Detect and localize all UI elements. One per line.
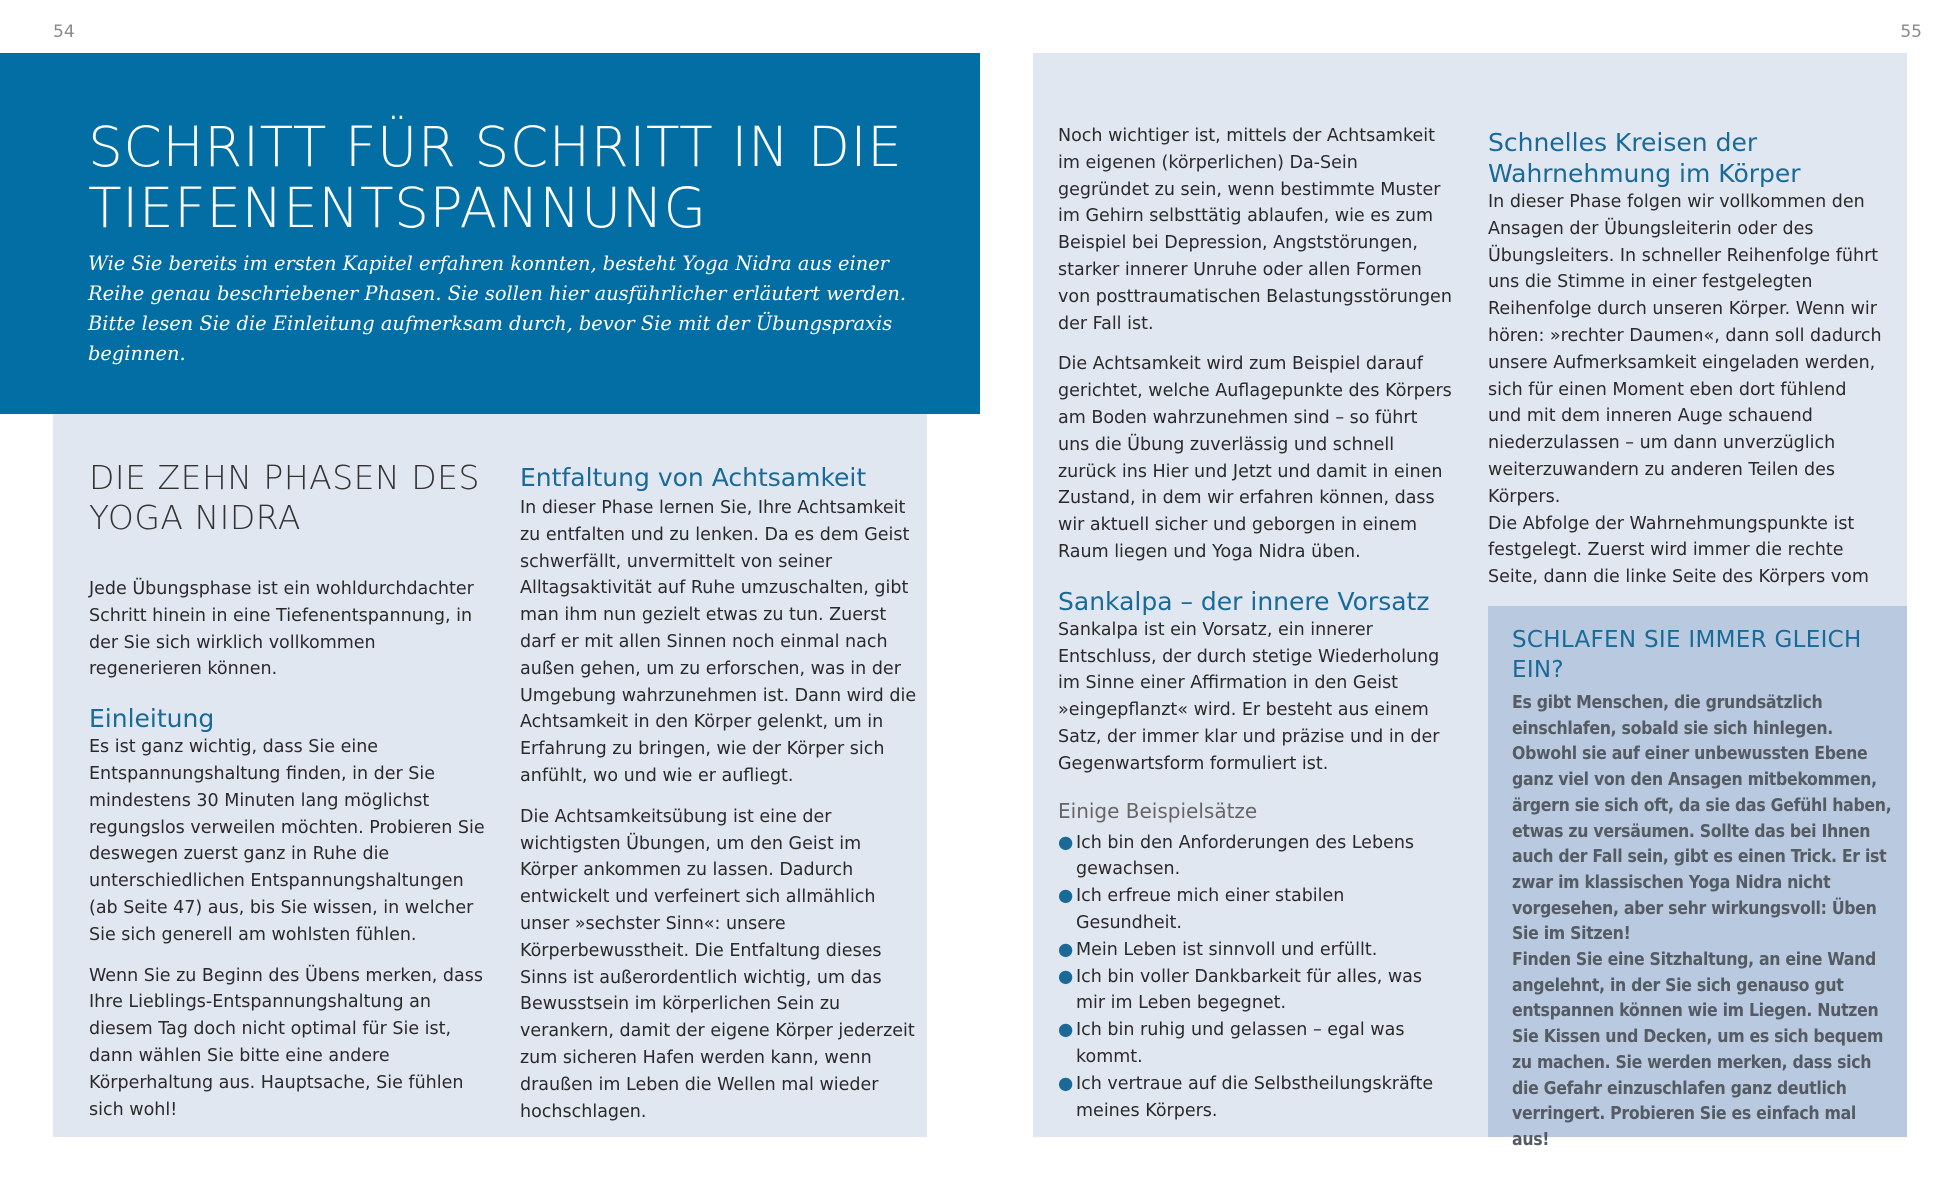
chapter-title (88, 117, 958, 239)
subheading-sankalpa: Sankalpa – der innere Vorsatz (1058, 586, 1430, 616)
tip-sidebar (1512, 625, 1892, 1154)
chapter-title-line1: SCHRITT FÜR SCHRITT IN DIE (88, 115, 903, 179)
examples-list (1058, 830, 1453, 1125)
chapter-title-line2: TIEFENENTSPANNUNG (88, 176, 707, 240)
list-item: ● Mein Leben ist sinnvoll und erfüllt. (1058, 937, 1453, 964)
right-column-2 (1488, 123, 1883, 591)
subheading-einleitung: Einleitung (89, 704, 215, 734)
page-number-left: 54 (53, 22, 75, 42)
section-heading-phases: DIE ZEHN PHASEN DES YOGA NIDRA (89, 458, 480, 537)
kreisen-paragraph: In dieser Phase folgen wir vollkommen den Ansagen der Übungsleiterin oder des Übungsleiters. In schneller Reihenfolge führt uns die Stimme in einer festgelegten Reihenfolge durch unseren Körper. Wenn wir hören: »rechter Daumen«, dann soll dadurch unsere Aufmerksamkeit eingeladen werden, sich für einen Moment eben dort fühlend und mit dem inneren Auge schauend niederzulassen – um dann unverzüglich weiterzuwandern zu anderen Teilen des Körpers. Die Abfolge der Wahrnehmungspunkte ist festgelegt. Zuerst wird immer die rechte Seite, dann die linke Seite des Körpers vom (1488, 192, 1882, 588)
left-column-1 (89, 458, 489, 1123)
phases-intro: Jede Übungsphase ist ein wohldurchdachter Schritt hinein in eine Tiefenentspannung, in der Sie sich wirklich vollkommen regenerieren können. (89, 579, 474, 680)
list-item: ● Ich bin voller Dankbarkeit für alles, was mir im Leben begegnet. (1058, 964, 1453, 1018)
chapter-intro: Wie Sie bereits im ersten Kapitel erfahren konnten, besteht Yoga Nidra aus einer Reihe genau beschriebener Phasen. Sie sollen hier ausführlicher erläutert werden. Bitte lesen Sie die Einleitung aufmerksam durch, bevor Sie mit der Übungspraxis beginnen. (88, 252, 907, 365)
list-item: ● Ich bin den Anforderungen des Lebens gewachsen. (1058, 830, 1453, 884)
left-column-2 (520, 458, 920, 1125)
page-number-right: 55 (1900, 22, 1922, 42)
bullet-icon: ● (1058, 832, 1074, 853)
list-item: ● Ich erfreue mich einer stabilen Gesundheit. (1058, 883, 1453, 937)
list-item: ● Ich vertraue auf die Selbstheilungskräfte meines Körpers. (1058, 1071, 1453, 1125)
chapter-header (0, 53, 980, 414)
subheading-kreisen: Schnelles Kreisen der Wahrnehmung im Körper (1488, 128, 1801, 188)
sankalpa-paragraph: Sankalpa ist ein Vorsatz, ein innerer Entschluss, der durch stetige Wiederholung im Sinne einer Affirmation in den Geist »eingepflanzt« wird. Er besteht aus einem Satz, der immer klar und präzise und in der Gegenwartsform formuliert ist. (1058, 619, 1440, 774)
right-paragraph-1: Noch wichtiger ist, mittels der Achtsamkeit im eigenen (körperlichen) Da-Sein gegründet zu sein, wenn bestimmte Muster im Gehirn selbsttätig ablaufen, wie es zum Beispiel bei Depression, Angststörungen, starker innerer Unruhe oder allen Formen von posttraumatischen Belastungsstörungen der Fall ist. (1058, 126, 1452, 334)
einleitung-paragraph-1: Es ist ganz wichtig, dass Sie eine Entspannungshaltung finden, in der Sie mindestens 30 Minuten lang möglichst regungslos verweilen möchten. Probieren Sie deswegen zuerst ganz in Ruhe die unterschiedlichen Entspannungshaltungen (ab Seite 47) aus, bis Sie wissen, in welcher Sie sich generell am wohlsten fühlen. (89, 737, 485, 945)
achtsamkeit-paragraph-2: Die Achtsamkeitsübung ist eine der wichtigsten Übungen, um den Geist im Körper ankommen zu lassen. Dadurch entwickelt und verfeinert sich allmählich unser »sechster Sinn«: unsere Körperbewusstheit. Die Entfaltung dieses Sinns ist außerordentlich wichtig, um das Bewusstsein im körperlichen Sein zu verankern, damit der eigene Körper jederzeit zum sicheren Hafen werden kann, wenn draußen im Leben die Wellen mal wieder hochschlagen. (520, 806, 915, 1122)
bullet-icon: ● (1058, 966, 1074, 987)
list-item: ● Ich bin ruhig und gelassen – egal was kommt. (1058, 1017, 1453, 1071)
achtsamkeit-paragraph-1: In dieser Phase lernen Sie, Ihre Achtsamkeit zu entfalten und zu lenken. Da es dem Geist schwerfällt, unvermittelt von seiner Alltagsaktivität auf Ruhe umzuschalten, gibt man ihm nun gezielt etwas zu tun. Zuerst darf er mit allen Sinnen noch einmal nach außen gehen, um zu erforschen, was in der Umgebung wahrzunehmen ist. Dann wird die Achtsamkeit in den Körper gelenkt, um in Erfahrung zu bringen, wie der Körper sich anfühlt, wo und wie er aufliegt. (520, 498, 917, 786)
bullet-icon: ● (1058, 939, 1074, 960)
einleitung-paragraph-2: Wenn Sie zu Beginn des Übens merken, dass Ihre Lieblings-Entspannungshaltung an diesem Tag doch nicht optimal für Sie ist, dann wählen Sie bitte eine andere Körperhaltung aus. Hauptsache, Sie fühlen sich wohl! (89, 965, 483, 1120)
sidebar-paragraph-2: Finden Sie eine Sitzhaltung, an eine Wand angelehnt, in der Sie sich genauso gut entspannen können wie im Liegen. Nutzen Sie Kissen und Decken, um es sich bequem zu machen. Sie werden merken, dass sich die Gefahr einzuschlafen ganz deutlich verringert. Probieren Sie es einfach mal aus! (1512, 950, 1884, 1150)
bullet-icon: ● (1058, 1073, 1074, 1094)
subheading-achtsamkeit: Entfaltung von Achtsamkeit (520, 463, 867, 492)
subheading-examples: Einige Beispielsätze (1058, 798, 1258, 823)
bullet-icon: ● (1058, 1020, 1074, 1041)
bullet-icon: ● (1058, 886, 1074, 907)
sidebar-title: SCHLAFEN SIE IMMER GLEICH EIN? (1512, 627, 1862, 683)
right-paragraph-2: Die Achtsamkeit wird zum Beispiel darauf gerichtet, welche Auflagepunkte des Körpers am Boden wahrzunehmen sind – so führt uns die Übung zuverlässig und schnell zurück ins Hier und Jetzt und damit in einen Zustand, in dem wir erfahren können, dass wir aktuell sicher und geborgen in einem Raum liegen und Yoga Nidra üben. (1058, 354, 1452, 562)
sidebar-paragraph-1: Es gibt Menschen, die grundsätzlich einschlafen, sobald sie sich hinlegen. Obwohl sie auf einer unbewussten Ebene ganz viel von den Ansagen mitbekommen, ärgern sie sich oft, da sie das Gefühl haben, etwas zu versäumen. Sollte das bei Ihnen auch der Fall sein, gibt es einen Trick. Er ist zwar im klassischen Yoga Nidra nicht vorgesehen, aber sehr wirkungsvoll: Üben Sie im Sitzen! (1512, 693, 1892, 945)
right-column-1 (1058, 123, 1453, 1124)
